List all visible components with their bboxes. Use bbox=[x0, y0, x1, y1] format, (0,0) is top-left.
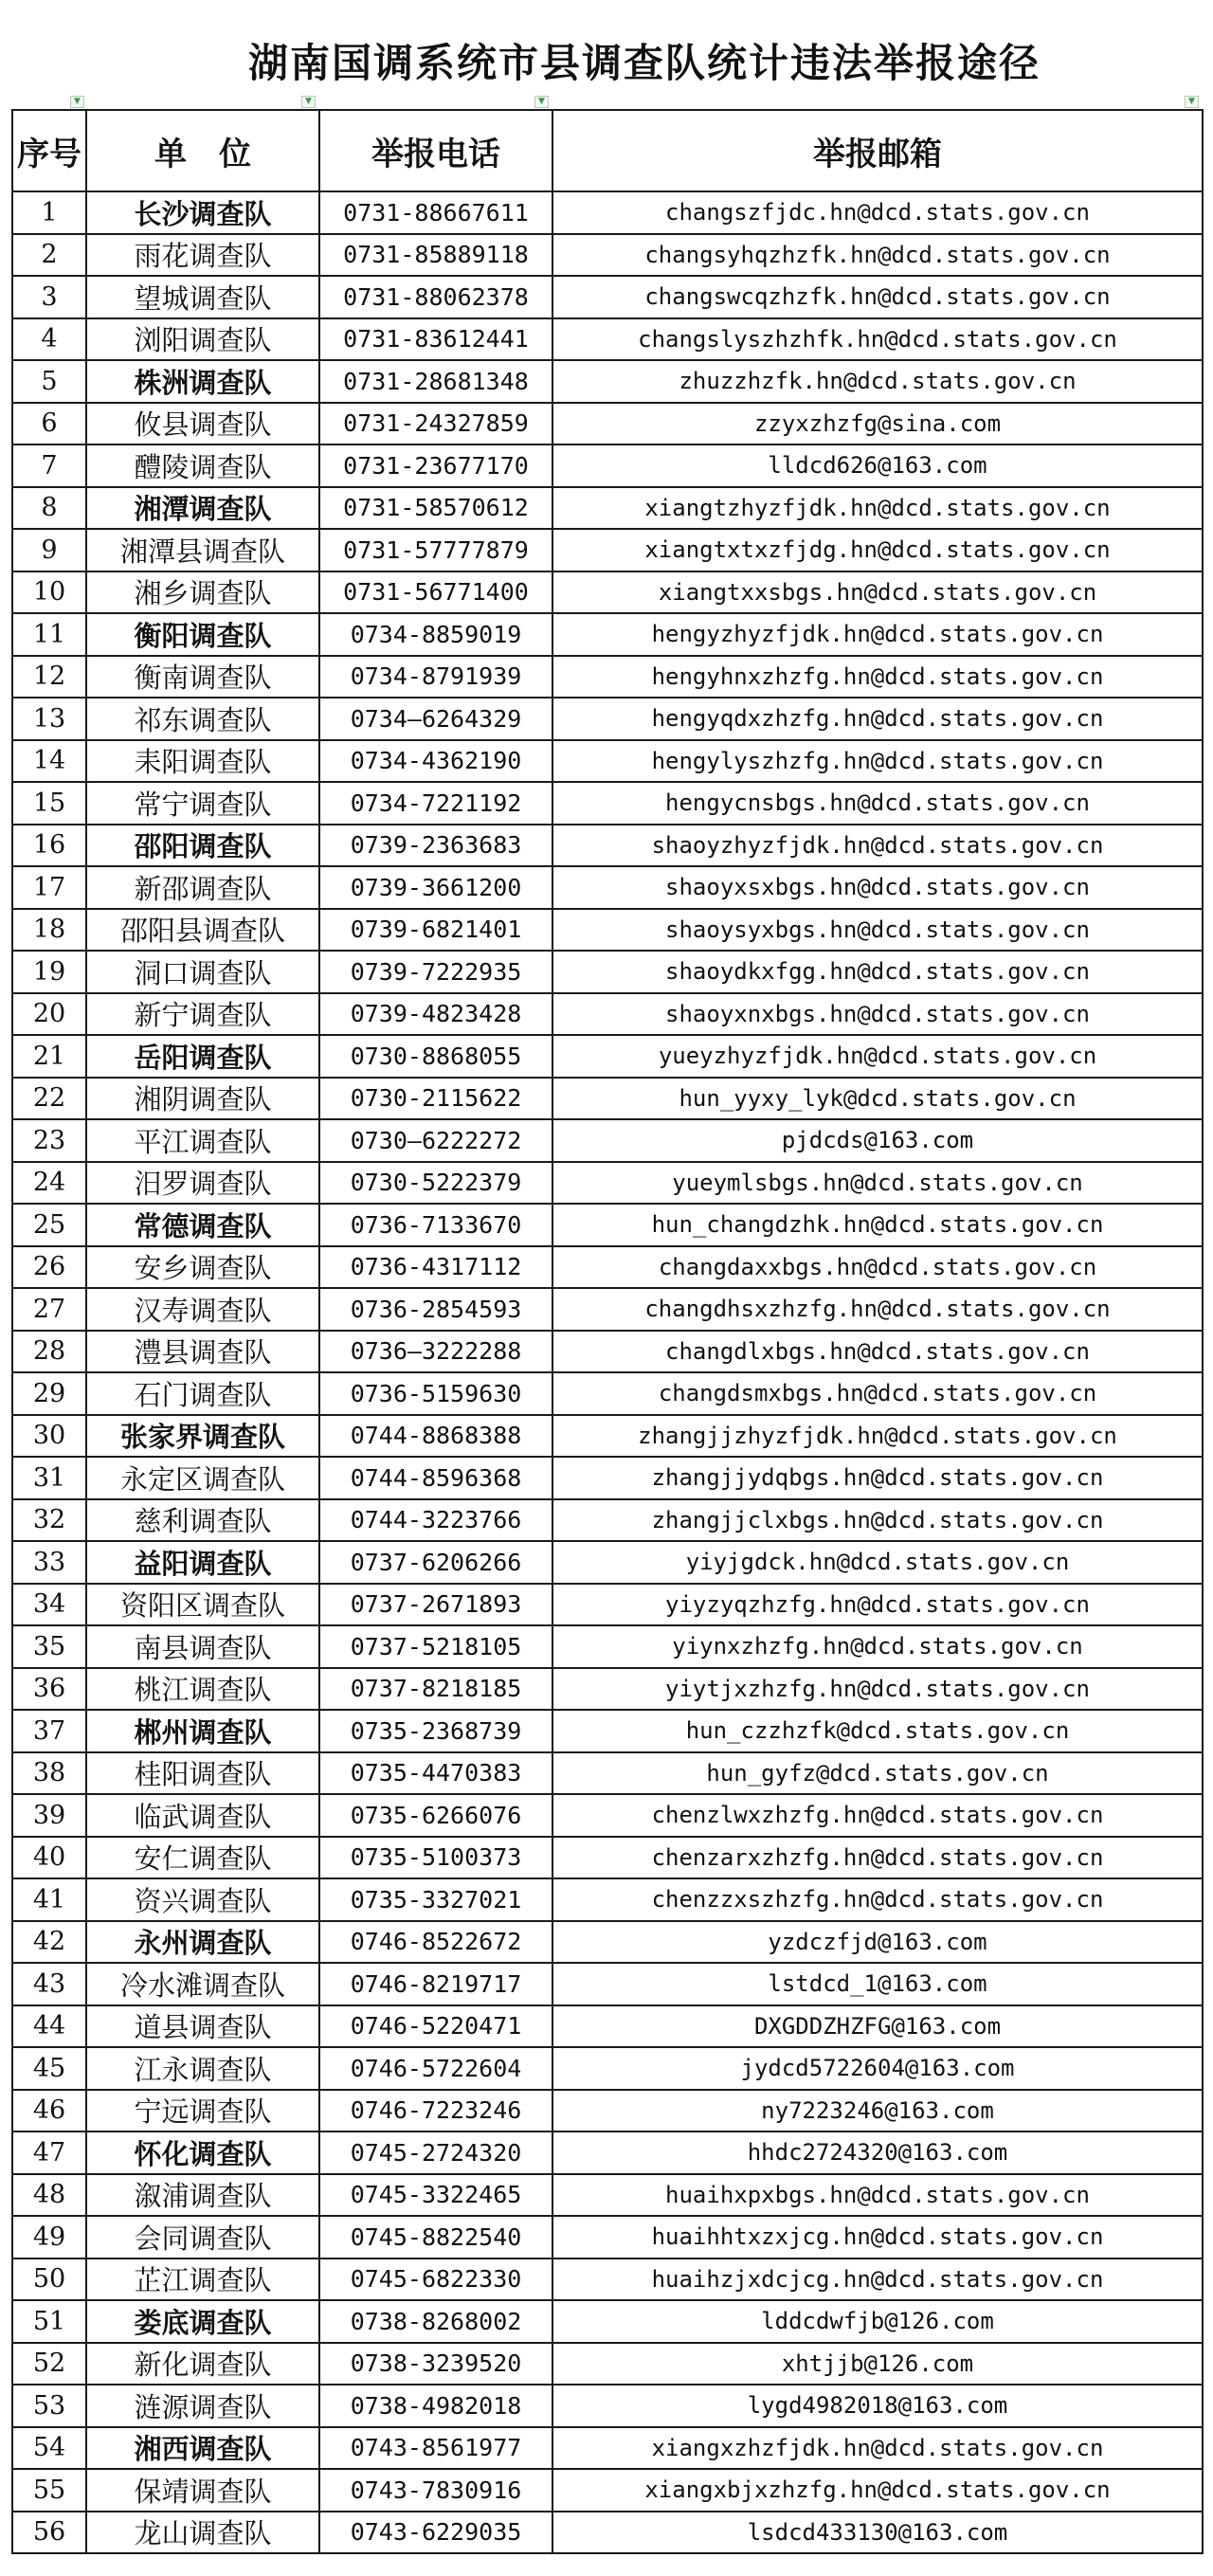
unit-name: 会同调查队 bbox=[86, 2216, 319, 2259]
row-index: 48 bbox=[12, 2174, 86, 2217]
table-row bbox=[12, 1331, 1203, 1373]
unit-name: 衡南调查队 bbox=[86, 656, 319, 698]
phone-number: 0735-4470383 bbox=[319, 1752, 552, 1795]
email-address: chenzzxszhzfg.hn@dcd.stats.gov.cn bbox=[552, 1878, 1203, 1921]
phone-number: 0734-4362190 bbox=[319, 740, 552, 783]
unit-name: 新邵调查队 bbox=[86, 866, 319, 909]
phone-number: 0746-5220471 bbox=[319, 2005, 552, 2048]
email-address: hun_czzhzfk@dcd.stats.gov.cn bbox=[552, 1710, 1203, 1752]
table-row bbox=[12, 360, 1203, 403]
phone-number: 0736-7133670 bbox=[319, 1204, 552, 1246]
column-header-unit: 单 位 bbox=[86, 110, 319, 191]
unit-name: 湘西调查队 bbox=[86, 2427, 319, 2470]
unit-name: 龙山调查队 bbox=[86, 2512, 319, 2554]
phone-number: 0731-85889118 bbox=[319, 234, 552, 277]
row-index: 10 bbox=[12, 571, 86, 614]
row-index: 32 bbox=[12, 1499, 86, 1542]
email-address: yueyzhyzfjdk.hn@dcd.stats.gov.cn bbox=[552, 1035, 1203, 1078]
email-address: lsdcd433130@163.com bbox=[552, 2512, 1203, 2554]
table-row bbox=[12, 866, 1203, 909]
unit-name: 邵阳调查队 bbox=[86, 825, 319, 867]
row-index: 14 bbox=[12, 740, 86, 783]
unit-name: 张家界调查队 bbox=[86, 1415, 319, 1458]
email-address: changsyhqzhzfk.hn@dcd.stats.gov.cn bbox=[552, 234, 1203, 277]
row-index: 28 bbox=[12, 1331, 86, 1373]
phone-number: 0744-8868388 bbox=[319, 1415, 552, 1458]
filter-dropdown-icon-phone[interactable]: ▼ bbox=[534, 96, 549, 108]
phone-number: 0743-8561977 bbox=[319, 2427, 552, 2470]
phone-number: 0738-8268002 bbox=[319, 2300, 552, 2343]
row-index: 38 bbox=[12, 1752, 86, 1795]
row-index: 8 bbox=[12, 487, 86, 530]
row-index: 46 bbox=[12, 2090, 86, 2132]
row-index: 35 bbox=[12, 1625, 86, 1668]
email-address: shaoysyxbgs.hn@dcd.stats.gov.cn bbox=[552, 909, 1203, 952]
row-index: 56 bbox=[12, 2512, 86, 2554]
unit-name: 湘阴调查队 bbox=[86, 1078, 319, 1120]
unit-name: 道县调查队 bbox=[86, 2005, 319, 2048]
email-address: yzdczfjd@163.com bbox=[552, 1921, 1203, 1964]
phone-number: 0737-5218105 bbox=[319, 1625, 552, 1668]
table-row bbox=[12, 2300, 1203, 2343]
header-row bbox=[12, 110, 1203, 191]
phone-number: 0739-4823428 bbox=[319, 993, 552, 1036]
filter-dropdown-icon-unit[interactable]: ▼ bbox=[301, 96, 316, 108]
email-address: hengyzhyzfjdk.hn@dcd.stats.gov.cn bbox=[552, 613, 1203, 656]
email-address: hengyqdxzhzfg.hn@dcd.stats.gov.cn bbox=[552, 698, 1203, 740]
unit-name: 平江调查队 bbox=[86, 1119, 319, 1162]
email-address: yiyzyqzhzfg.hn@dcd.stats.gov.cn bbox=[552, 1584, 1203, 1626]
email-address: huaihxpxbgs.hn@dcd.stats.gov.cn bbox=[552, 2174, 1203, 2217]
email-address: hun_yyxy_lyk@dcd.stats.gov.cn bbox=[552, 1078, 1203, 1120]
phone-number: 0743-7830916 bbox=[319, 2469, 552, 2512]
unit-name: 新化调查队 bbox=[86, 2343, 319, 2386]
phone-number: 0739-3661200 bbox=[319, 866, 552, 909]
unit-name: 益阳调查队 bbox=[86, 1541, 319, 1584]
table-row bbox=[12, 571, 1203, 614]
unit-name: 资阳区调查队 bbox=[86, 1584, 319, 1626]
phone-number: 0738-4982018 bbox=[319, 2385, 552, 2427]
email-address: yiynxzhzfg.hn@dcd.stats.gov.cn bbox=[552, 1625, 1203, 1668]
phone-number: 0736-2854593 bbox=[319, 1288, 552, 1331]
email-address: shaoyxnxbgs.hn@dcd.stats.gov.cn bbox=[552, 993, 1203, 1036]
unit-name: 安仁调查队 bbox=[86, 1837, 319, 1879]
email-address: changdlxbgs.hn@dcd.stats.gov.cn bbox=[552, 1331, 1203, 1373]
unit-name: 常德调查队 bbox=[86, 1204, 319, 1246]
phone-number: 0731-23677170 bbox=[319, 444, 552, 487]
phone-number: 0746-5722604 bbox=[319, 2047, 552, 2090]
table-row bbox=[12, 1752, 1203, 1795]
column-header-index: 序号 bbox=[12, 110, 86, 191]
unit-name: 永定区调查队 bbox=[86, 1457, 319, 1499]
unit-name: 南县调查队 bbox=[86, 1625, 319, 1668]
phone-number: 0730—6222272 bbox=[319, 1119, 552, 1162]
email-address: yiyjgdck.hn@dcd.stats.gov.cn bbox=[552, 1541, 1203, 1584]
unit-name: 长沙调查队 bbox=[86, 191, 319, 234]
phone-number: 0739-6821401 bbox=[319, 909, 552, 952]
row-index: 39 bbox=[12, 1794, 86, 1837]
row-index: 24 bbox=[12, 1162, 86, 1205]
table-row bbox=[12, 1837, 1203, 1879]
phone-number: 0735-6266076 bbox=[319, 1794, 552, 1837]
unit-name: 安乡调查队 bbox=[86, 1246, 319, 1289]
phone-number: 0731-88062378 bbox=[319, 276, 552, 318]
table-row bbox=[12, 318, 1203, 361]
phone-number: 0735-3327021 bbox=[319, 1878, 552, 1921]
email-address: lldcd626@163.com bbox=[552, 444, 1203, 487]
email-address: xiangtxtxzfjdg.hn@dcd.stats.gov.cn bbox=[552, 529, 1203, 571]
phone-number: 0730-5222379 bbox=[319, 1162, 552, 1205]
table-row bbox=[12, 1119, 1203, 1162]
phone-number: 0736-4317112 bbox=[319, 1246, 552, 1289]
unit-name: 郴州调查队 bbox=[86, 1710, 319, 1752]
unit-name: 株洲调查队 bbox=[86, 360, 319, 403]
phone-number: 0745-6822330 bbox=[319, 2259, 552, 2301]
row-index: 6 bbox=[12, 403, 86, 445]
email-address: hengylyszhzfg.hn@dcd.stats.gov.cn bbox=[552, 740, 1203, 783]
table-row bbox=[12, 2090, 1203, 2132]
phone-number: 0731-28681348 bbox=[319, 360, 552, 403]
email-address: hhdc2724320@163.com bbox=[552, 2132, 1203, 2174]
table-row bbox=[12, 2512, 1203, 2554]
email-address: pjdcds@163.com bbox=[552, 1119, 1203, 1162]
table-row bbox=[12, 2469, 1203, 2512]
row-index: 12 bbox=[12, 656, 86, 698]
email-address: changdsmxbgs.hn@dcd.stats.gov.cn bbox=[552, 1372, 1203, 1415]
unit-name: 湘乡调查队 bbox=[86, 571, 319, 614]
row-index: 5 bbox=[12, 360, 86, 403]
phone-number: 0734-8791939 bbox=[319, 656, 552, 698]
table-row bbox=[12, 1710, 1203, 1752]
unit-name: 浏阳调查队 bbox=[86, 318, 319, 361]
row-index: 27 bbox=[12, 1288, 86, 1331]
table-row bbox=[12, 487, 1203, 530]
table-row bbox=[12, 1541, 1203, 1584]
unit-name: 涟源调查队 bbox=[86, 2385, 319, 2427]
email-address: shaoyxsxbgs.hn@dcd.stats.gov.cn bbox=[552, 866, 1203, 909]
phone-number: 0739-2363683 bbox=[319, 825, 552, 867]
table-row bbox=[12, 740, 1203, 783]
phone-number: 0743-6229035 bbox=[319, 2512, 552, 2554]
table-row bbox=[12, 993, 1203, 1036]
unit-name: 澧县调查队 bbox=[86, 1331, 319, 1373]
email-address: yueymlsbgs.hn@dcd.stats.gov.cn bbox=[552, 1162, 1203, 1205]
phone-number: 0746-8522672 bbox=[319, 1921, 552, 1964]
table-row bbox=[12, 2385, 1203, 2427]
email-address: changslyszhzhfk.hn@dcd.stats.gov.cn bbox=[552, 318, 1203, 361]
email-address: huaihzjxdcjcg.hn@dcd.stats.gov.cn bbox=[552, 2259, 1203, 2301]
table-row bbox=[12, 1162, 1203, 1205]
phone-number: 0745-8822540 bbox=[319, 2216, 552, 2259]
table-row bbox=[12, 403, 1203, 445]
email-address: shaoydkxfgg.hn@dcd.stats.gov.cn bbox=[552, 951, 1203, 993]
table-row bbox=[12, 1372, 1203, 1415]
row-index: 20 bbox=[12, 993, 86, 1036]
row-index: 42 bbox=[12, 1921, 86, 1964]
table-row bbox=[12, 191, 1203, 234]
phone-number: 0730-2115622 bbox=[319, 1078, 552, 1120]
table-row bbox=[12, 234, 1203, 277]
row-index: 16 bbox=[12, 825, 86, 867]
unit-name: 娄底调查队 bbox=[86, 2300, 319, 2343]
phone-number: 0737-2671893 bbox=[319, 1584, 552, 1626]
row-index: 31 bbox=[12, 1457, 86, 1499]
phone-number: 0734—6264329 bbox=[319, 698, 552, 740]
email-address: zhangjjydqbgs.hn@dcd.stats.gov.cn bbox=[552, 1457, 1203, 1499]
table-row bbox=[12, 2259, 1203, 2301]
email-address: lygd4982018@163.com bbox=[552, 2385, 1203, 2427]
table-row bbox=[12, 1415, 1203, 1458]
row-index: 22 bbox=[12, 1078, 86, 1120]
email-address: zzyxzhzfg@sina.com bbox=[552, 403, 1203, 445]
phone-number: 0737-8218185 bbox=[319, 1668, 552, 1711]
row-index: 40 bbox=[12, 1837, 86, 1879]
table-row bbox=[12, 529, 1203, 571]
unit-name: 江永调查队 bbox=[86, 2047, 319, 2090]
phone-number: 0730-8868055 bbox=[319, 1035, 552, 1078]
phone-number: 0745-2724320 bbox=[319, 2132, 552, 2174]
phone-number: 0738-3239520 bbox=[319, 2343, 552, 2386]
row-index: 23 bbox=[12, 1119, 86, 1162]
email-address: xiangxzhzfjdk.hn@dcd.stats.gov.cn bbox=[552, 2427, 1203, 2470]
phone-number: 0737-6206266 bbox=[319, 1541, 552, 1584]
email-address: xiangtxxsbgs.hn@dcd.stats.gov.cn bbox=[552, 571, 1203, 614]
row-index: 54 bbox=[12, 2427, 86, 2470]
row-index: 18 bbox=[12, 909, 86, 952]
page-title: 湖南国调系统市县调查队统计违法举报途径 bbox=[247, 40, 1041, 86]
phone-number: 0735-2368739 bbox=[319, 1710, 552, 1752]
email-address: jydcd5722604@163.com bbox=[552, 2047, 1203, 2090]
unit-name: 溆浦调查队 bbox=[86, 2174, 319, 2217]
phone-number: 0745-3322465 bbox=[319, 2174, 552, 2217]
table-row bbox=[12, 1035, 1203, 1078]
row-index: 41 bbox=[12, 1878, 86, 1921]
unit-name: 怀化调查队 bbox=[86, 2132, 319, 2174]
unit-name: 岳阳调查队 bbox=[86, 1035, 319, 1078]
row-index: 52 bbox=[12, 2343, 86, 2386]
row-index: 13 bbox=[12, 698, 86, 740]
unit-name: 保靖调查队 bbox=[86, 2469, 319, 2512]
row-index: 36 bbox=[12, 1668, 86, 1711]
row-index: 53 bbox=[12, 2385, 86, 2427]
title-row bbox=[11, 11, 1202, 109]
unit-name: 衡阳调查队 bbox=[86, 613, 319, 656]
unit-name: 祁东调查队 bbox=[86, 698, 319, 740]
unit-name: 资兴调查队 bbox=[86, 1878, 319, 1921]
table-row bbox=[12, 782, 1203, 825]
phone-number: 0731-58570612 bbox=[319, 487, 552, 530]
row-index: 1 bbox=[12, 191, 86, 234]
phone-number: 0744-3223766 bbox=[319, 1499, 552, 1542]
email-address: changszfjdc.hn@dcd.stats.gov.cn bbox=[552, 191, 1203, 234]
unit-name: 汉寿调查队 bbox=[86, 1288, 319, 1331]
unit-name: 新宁调查队 bbox=[86, 993, 319, 1036]
column-header-phone: 举报电话 bbox=[319, 110, 552, 191]
table-row bbox=[12, 2174, 1203, 2217]
table-row bbox=[12, 1963, 1203, 2005]
row-index: 29 bbox=[12, 1372, 86, 1415]
column-header-email: 举报邮箱 bbox=[552, 110, 1203, 191]
email-address: yiytjxzhzfg.hn@dcd.stats.gov.cn bbox=[552, 1668, 1203, 1711]
phone-number: 0746-7223246 bbox=[319, 2090, 552, 2132]
row-index: 44 bbox=[12, 2005, 86, 2048]
phone-number: 0736—3222288 bbox=[319, 1331, 552, 1373]
table-row bbox=[12, 2343, 1203, 2386]
email-address: changdaxxbgs.hn@dcd.stats.gov.cn bbox=[552, 1246, 1203, 1289]
unit-name: 芷江调查队 bbox=[86, 2259, 319, 2301]
row-index: 45 bbox=[12, 2047, 86, 2090]
row-index: 15 bbox=[12, 782, 86, 825]
email-address: DXGDDZHZFG@163.com bbox=[552, 2005, 1203, 2048]
row-index: 43 bbox=[12, 1963, 86, 2005]
email-address: zhangjjzhyzfjdk.hn@dcd.stats.gov.cn bbox=[552, 1415, 1203, 1458]
unit-name: 石门调查队 bbox=[86, 1372, 319, 1415]
row-index: 21 bbox=[12, 1035, 86, 1078]
table-row bbox=[12, 1794, 1203, 1837]
row-index: 51 bbox=[12, 2300, 86, 2343]
email-address: chenzlwxzhzfg.hn@dcd.stats.gov.cn bbox=[552, 1794, 1203, 1837]
row-index: 47 bbox=[12, 2132, 86, 2174]
unit-name: 汨罗调查队 bbox=[86, 1162, 319, 1205]
table-row bbox=[12, 276, 1203, 318]
row-index: 4 bbox=[12, 318, 86, 361]
table-row bbox=[12, 444, 1203, 487]
row-index: 34 bbox=[12, 1584, 86, 1626]
email-address: shaoyzhyzfjdk.hn@dcd.stats.gov.cn bbox=[552, 825, 1203, 867]
unit-name: 洞口调查队 bbox=[86, 951, 319, 993]
table-row bbox=[12, 1878, 1203, 1921]
email-address: hun_changdzhk.hn@dcd.stats.gov.cn bbox=[552, 1204, 1203, 1246]
table-row bbox=[12, 1584, 1203, 1626]
row-index: 25 bbox=[12, 1204, 86, 1246]
unit-name: 慈利调查队 bbox=[86, 1499, 319, 1542]
unit-name: 攸县调查队 bbox=[86, 403, 319, 445]
table-row bbox=[12, 2427, 1203, 2470]
row-index: 30 bbox=[12, 1415, 86, 1458]
unit-name: 桃江调查队 bbox=[86, 1668, 319, 1711]
email-address: zhangjjclxbgs.hn@dcd.stats.gov.cn bbox=[552, 1499, 1203, 1542]
table-row bbox=[12, 1078, 1203, 1120]
table-row bbox=[12, 1457, 1203, 1499]
unit-name: 湘潭调查队 bbox=[86, 487, 319, 530]
unit-name: 望城调查队 bbox=[86, 276, 319, 318]
unit-name: 邵阳县调查队 bbox=[86, 909, 319, 952]
phone-number: 0739-7222935 bbox=[319, 951, 552, 993]
table-row bbox=[12, 951, 1203, 993]
email-address: changswcqzhzfk.hn@dcd.stats.gov.cn bbox=[552, 276, 1203, 318]
report-table bbox=[11, 109, 1204, 2554]
table-row bbox=[12, 2132, 1203, 2174]
table-row bbox=[12, 2216, 1203, 2259]
table-row bbox=[12, 1288, 1203, 1331]
unit-name: 雨花调查队 bbox=[86, 234, 319, 277]
phone-number: 0736-5159630 bbox=[319, 1372, 552, 1415]
table-row bbox=[12, 825, 1203, 867]
unit-name: 冷水滩调查队 bbox=[86, 1963, 319, 2005]
table-row bbox=[12, 656, 1203, 698]
unit-name: 耒阳调查队 bbox=[86, 740, 319, 783]
unit-name: 宁远调查队 bbox=[86, 2090, 319, 2132]
email-address: hengycnsbgs.hn@dcd.stats.gov.cn bbox=[552, 782, 1203, 825]
table-row bbox=[12, 1246, 1203, 1289]
row-index: 37 bbox=[12, 1710, 86, 1752]
email-address: zhuzzhzfk.hn@dcd.stats.gov.cn bbox=[552, 360, 1203, 403]
table-row bbox=[12, 1668, 1203, 1711]
unit-name: 湘潭县调查队 bbox=[86, 529, 319, 571]
table-row bbox=[12, 698, 1203, 740]
email-address: huaihhtxzxjcg.hn@dcd.stats.gov.cn bbox=[552, 2216, 1203, 2259]
unit-name: 常宁调查队 bbox=[86, 782, 319, 825]
phone-number: 0731-56771400 bbox=[319, 571, 552, 614]
table-row bbox=[12, 613, 1203, 656]
phone-number: 0731-83612441 bbox=[319, 318, 552, 361]
unit-name: 临武调查队 bbox=[86, 1794, 319, 1837]
filter-dropdown-icon-email[interactable]: ▼ bbox=[1185, 96, 1199, 108]
email-address: lddcdwfjb@126.com bbox=[552, 2300, 1203, 2343]
phone-number: 0731-57777879 bbox=[319, 529, 552, 571]
table-row bbox=[12, 909, 1203, 952]
unit-name: 醴陵调查队 bbox=[86, 444, 319, 487]
phone-number: 0731-88667611 bbox=[319, 191, 552, 234]
row-index: 3 bbox=[12, 276, 86, 318]
phone-number: 0734-7221192 bbox=[319, 782, 552, 825]
row-index: 33 bbox=[12, 1541, 86, 1584]
spreadsheet bbox=[11, 11, 1202, 2554]
row-index: 9 bbox=[12, 529, 86, 571]
row-index: 11 bbox=[12, 613, 86, 656]
row-index: 17 bbox=[12, 866, 86, 909]
row-index: 2 bbox=[12, 234, 86, 277]
row-index: 50 bbox=[12, 2259, 86, 2301]
row-index: 26 bbox=[12, 1246, 86, 1289]
row-index: 49 bbox=[12, 2216, 86, 2259]
row-index: 55 bbox=[12, 2469, 86, 2512]
table-row bbox=[12, 1921, 1203, 1964]
email-address: lstdcd_1@163.com bbox=[552, 1963, 1203, 2005]
unit-name: 永州调查队 bbox=[86, 1921, 319, 1964]
email-address: xiangtzhyzfjdk.hn@dcd.stats.gov.cn bbox=[552, 487, 1203, 530]
row-index: 19 bbox=[12, 951, 86, 993]
phone-number: 0744-8596368 bbox=[319, 1457, 552, 1499]
table-row bbox=[12, 1499, 1203, 1542]
filter-dropdown-icon-index[interactable]: ▼ bbox=[70, 96, 84, 108]
email-address: hun_gyfz@dcd.stats.gov.cn bbox=[552, 1752, 1203, 1795]
filter-bar bbox=[11, 94, 1202, 109]
table-row bbox=[12, 1625, 1203, 1668]
email-address: hengyhnxzhzfg.hn@dcd.stats.gov.cn bbox=[552, 656, 1203, 698]
phone-number: 0746-8219717 bbox=[319, 1963, 552, 2005]
phone-number: 0735-5100373 bbox=[319, 1837, 552, 1879]
unit-name: 桂阳调查队 bbox=[86, 1752, 319, 1795]
email-address: xiangxbjxzhzfg.hn@dcd.stats.gov.cn bbox=[552, 2469, 1203, 2512]
email-address: ny7223246@163.com bbox=[552, 2090, 1203, 2132]
phone-number: 0731-24327859 bbox=[319, 403, 552, 445]
email-address: changdhsxzhzfg.hn@dcd.stats.gov.cn bbox=[552, 1288, 1203, 1331]
email-address: xhtjjb@126.com bbox=[552, 2343, 1203, 2386]
email-address: chenzarxzhzfg.hn@dcd.stats.gov.cn bbox=[552, 1837, 1203, 1879]
table-row bbox=[12, 2047, 1203, 2090]
phone-number: 0734-8859019 bbox=[319, 613, 552, 656]
table-row bbox=[12, 2005, 1203, 2048]
row-index: 7 bbox=[12, 444, 86, 487]
table-row bbox=[12, 1204, 1203, 1246]
